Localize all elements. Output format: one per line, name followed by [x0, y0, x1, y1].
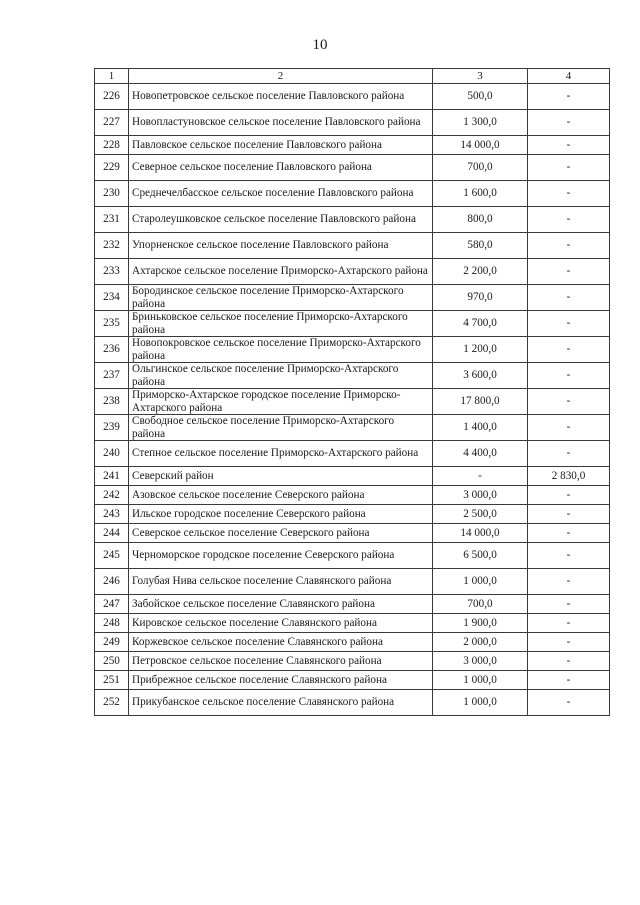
settlement-name-cell: Прибрежное сельское поселение Славянского района [129, 671, 433, 690]
row-number-cell: 239 [95, 415, 129, 441]
amount-col4-cell: - [528, 690, 610, 716]
amount-col3-cell: 700,0 [433, 595, 528, 614]
settlement-name-cell: Свободное сельское поселение Приморско-Ахтарского района [129, 415, 433, 441]
row-number-cell: 250 [95, 652, 129, 671]
table-row [95, 136, 610, 155]
table-row [95, 285, 610, 311]
amount-col3-cell: 1 200,0 [433, 337, 528, 363]
row-number-cell: 233 [95, 259, 129, 285]
settlement-name-cell: Упорненское сельское поселение Павловского района [129, 233, 433, 259]
table-row [95, 671, 610, 690]
amount-col4-cell: - [528, 155, 610, 181]
amount-col4-cell: - [528, 136, 610, 155]
amount-col4-cell: - [528, 486, 610, 505]
row-number-cell: 241 [95, 467, 129, 486]
settlement-name-cell: Петровское сельское поселение Славянского района [129, 652, 433, 671]
table-row [95, 389, 610, 415]
row-number-cell: 236 [95, 337, 129, 363]
amount-col3-cell: 970,0 [433, 285, 528, 311]
table-row [95, 595, 610, 614]
settlement-name-cell: Новопетровское сельское поселение Павловского района [129, 84, 433, 110]
amount-col4-cell: - [528, 569, 610, 595]
table-row [95, 110, 610, 136]
amount-col3-cell: 3 000,0 [433, 486, 528, 505]
column-header: 1 [95, 69, 129, 84]
amount-col3-cell: 2 200,0 [433, 259, 528, 285]
row-number-cell: 232 [95, 233, 129, 259]
settlement-name-cell: Новопластуновское сельское поселение Павловского района [129, 110, 433, 136]
column-header: 4 [528, 69, 610, 84]
settlement-name-cell: Приморско-Ахтарское городское поселение Приморско-Ахтарского района [129, 389, 433, 415]
row-number-cell: 240 [95, 441, 129, 467]
amount-col4-cell: - [528, 337, 610, 363]
row-number-cell: 228 [95, 136, 129, 155]
settlement-name-cell: Северное сельское поселение Павловского района [129, 155, 433, 181]
amount-col3-cell: 17 800,0 [433, 389, 528, 415]
amount-col4-cell: - [528, 614, 610, 633]
amount-col3-cell: 800,0 [433, 207, 528, 233]
column-header: 3 [433, 69, 528, 84]
amount-col4-cell: - [528, 595, 610, 614]
table-row [95, 155, 610, 181]
row-number-cell: 249 [95, 633, 129, 652]
settlement-name-cell: Ахтарское сельское поселение Приморско-Ахтарского района [129, 259, 433, 285]
row-number-cell: 226 [95, 84, 129, 110]
table-row [95, 652, 610, 671]
amount-col3-cell: 1 000,0 [433, 690, 528, 716]
row-number-cell: 231 [95, 207, 129, 233]
table-row [95, 467, 610, 486]
amount-col4-cell: - [528, 415, 610, 441]
amount-col3-cell: 1 900,0 [433, 614, 528, 633]
row-number-cell: 235 [95, 311, 129, 337]
amount-col3-cell: 1 000,0 [433, 671, 528, 690]
amount-col4-cell: - [528, 441, 610, 467]
table-row [95, 524, 610, 543]
row-number-cell: 247 [95, 595, 129, 614]
amount-col3-cell: - [433, 467, 528, 486]
amount-col3-cell: 1 300,0 [433, 110, 528, 136]
amount-col4-cell: - [528, 671, 610, 690]
table-row [95, 415, 610, 441]
settlement-name-cell: Голубая Нива сельское поселение Славянского района [129, 569, 433, 595]
settlement-name-cell: Северский район [129, 467, 433, 486]
row-number-cell: 238 [95, 389, 129, 415]
table-row [95, 543, 610, 569]
table-row [95, 486, 610, 505]
row-number-cell: 252 [95, 690, 129, 716]
amount-col3-cell: 700,0 [433, 155, 528, 181]
settlement-name-cell: Бриньковское сельское поселение Приморско-Ахтарского района [129, 311, 433, 337]
row-number-cell: 227 [95, 110, 129, 136]
amount-col4-cell: - [528, 259, 610, 285]
row-number-cell: 242 [95, 486, 129, 505]
amount-col4-cell: - [528, 543, 610, 569]
table-row [95, 569, 610, 595]
amount-col4-cell: - [528, 110, 610, 136]
amount-col3-cell: 1 600,0 [433, 181, 528, 207]
settlement-name-cell: Новопокровское сельское поселение Приморско-Ахтарского района [129, 337, 433, 363]
page-number: 10 [312, 37, 328, 53]
amount-col3-cell: 14 000,0 [433, 136, 528, 155]
settlement-name-cell: Ольгинское сельское поселение Приморско-Ахтарского района [129, 363, 433, 389]
amount-col4-cell: - [528, 652, 610, 671]
table-row [95, 614, 610, 633]
amount-col3-cell: 4 400,0 [433, 441, 528, 467]
row-number-cell: 245 [95, 543, 129, 569]
amount-col3-cell: 1 400,0 [433, 415, 528, 441]
settlement-name-cell: Северское сельское поселение Северского района [129, 524, 433, 543]
row-number-cell: 234 [95, 285, 129, 311]
row-number-cell: 244 [95, 524, 129, 543]
amount-col3-cell: 2 000,0 [433, 633, 528, 652]
row-number-cell: 237 [95, 363, 129, 389]
row-number-cell: 230 [95, 181, 129, 207]
amount-col4-cell: - [528, 181, 610, 207]
amount-col4-cell: - [528, 363, 610, 389]
amount-col4-cell: 2 830,0 [528, 467, 610, 486]
table-row [95, 337, 610, 363]
settlement-name-cell: Прикубанское сельское поселение Славянского района [129, 690, 433, 716]
amount-col4-cell: - [528, 524, 610, 543]
amount-col3-cell: 3 600,0 [433, 363, 528, 389]
settlement-name-cell: Азовское сельское поселение Северского района [129, 486, 433, 505]
amount-col3-cell: 500,0 [433, 84, 528, 110]
settlement-name-cell: Кировское сельское поселение Славянского района [129, 614, 433, 633]
amount-col3-cell: 580,0 [433, 233, 528, 259]
amount-col4-cell: - [528, 285, 610, 311]
settlement-name-cell: Коржевское сельское поселение Славянского района [129, 633, 433, 652]
table-row [95, 441, 610, 467]
amount-col3-cell: 2 500,0 [433, 505, 528, 524]
row-number-cell: 229 [95, 155, 129, 181]
column-header: 2 [129, 69, 433, 84]
amount-col3-cell: 4 700,0 [433, 311, 528, 337]
amount-col4-cell: - [528, 505, 610, 524]
amount-col4-cell: - [528, 233, 610, 259]
settlement-name-cell: Степное сельское поселение Приморско-Ахтарского района [129, 441, 433, 467]
table-row [95, 505, 610, 524]
settlement-name-cell: Черноморское городское поселение Северского района [129, 543, 433, 569]
settlement-name-cell: Среднечелбасское сельское поселение Павловского района [129, 181, 433, 207]
settlement-name-cell: Бородинское сельское поселение Приморско-Ахтарского района [129, 285, 433, 311]
amount-col4-cell: - [528, 633, 610, 652]
table-row [95, 633, 610, 652]
amount-col4-cell: - [528, 84, 610, 110]
amount-col3-cell: 1 000,0 [433, 569, 528, 595]
row-number-cell: 248 [95, 614, 129, 633]
settlement-name-cell: Павловское сельское поселение Павловского района [129, 136, 433, 155]
table-row [95, 233, 610, 259]
amount-col3-cell: 6 500,0 [433, 543, 528, 569]
table-row [95, 311, 610, 337]
table-row [95, 690, 610, 716]
settlement-name-cell: Старолеушковское сельское поселение Павловского района [129, 207, 433, 233]
table-row [95, 207, 610, 233]
table-body [95, 84, 610, 716]
table-header-row [95, 69, 610, 84]
settlement-name-cell: Забойское сельское поселение Славянского района [129, 595, 433, 614]
table-row [95, 181, 610, 207]
settlement-name-cell: Ильское городское поселение Северского района [129, 505, 433, 524]
table-row [95, 259, 610, 285]
row-number-cell: 243 [95, 505, 129, 524]
amount-col3-cell: 3 000,0 [433, 652, 528, 671]
amount-col4-cell: - [528, 207, 610, 233]
amount-col4-cell: - [528, 311, 610, 337]
table-row [95, 363, 610, 389]
amount-col3-cell: 14 000,0 [433, 524, 528, 543]
amount-col4-cell: - [528, 389, 610, 415]
row-number-cell: 251 [95, 671, 129, 690]
table-row [95, 84, 610, 110]
allocation-table [94, 68, 610, 716]
row-number-cell: 246 [95, 569, 129, 595]
